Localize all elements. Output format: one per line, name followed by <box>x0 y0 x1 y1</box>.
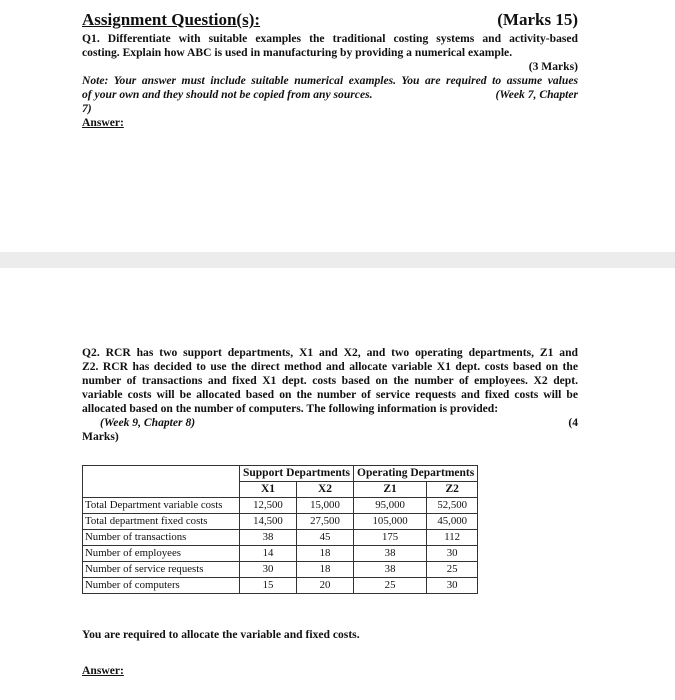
row-label: Number of transactions <box>83 530 240 546</box>
table-blank-cell <box>83 482 240 498</box>
table-column-row <box>83 482 478 498</box>
q1-week-ref-cont: 7) <box>82 102 92 115</box>
q1-answer-label: Answer: <box>82 116 124 129</box>
table-cell: 30 <box>427 546 478 562</box>
q1-marks: (3 Marks) <box>528 60 578 73</box>
table-cell: 18 <box>297 546 354 562</box>
q2-line-3: number of transactions and fixed X1 dept. costs based on the number of employees. X2 dept. <box>82 374 578 387</box>
table-cell: 52,500 <box>427 498 478 514</box>
table-header-row <box>83 466 478 482</box>
column-header-z1: Z1 <box>354 482 427 498</box>
table-cell: 105,000 <box>354 514 427 530</box>
table-cell: 15 <box>240 578 297 594</box>
table-cell: 12,500 <box>240 498 297 514</box>
table-cell: 175 <box>354 530 427 546</box>
table-cell: 15,000 <box>297 498 354 514</box>
q2-line-4: variable costs will be allocated based on the number of service requests and fixed costs will be <box>82 388 578 401</box>
table-cell: 38 <box>240 530 297 546</box>
row-label: Number of service requests <box>83 562 240 578</box>
table-cell: 14 <box>240 546 297 562</box>
table-cell: 30 <box>427 578 478 594</box>
table-row <box>83 546 478 562</box>
q2-answer-label: Answer: <box>82 664 124 677</box>
table-cell: 45 <box>297 530 354 546</box>
q2-instruction: You are required to allocate the variable and fixed costs. <box>82 628 360 641</box>
table-row <box>83 578 478 594</box>
table-cell: 25 <box>354 578 427 594</box>
q2-marks-part2: Marks) <box>82 430 119 443</box>
row-label: Number of employees <box>83 546 240 562</box>
q2-week-ref: (Week 9, Chapter 8) <box>100 416 196 429</box>
q2-line-1: Q2. RCR has two support departments, X1 and X2, and two operating departments, Z1 and <box>82 346 578 359</box>
table-cell: 18 <box>297 562 354 578</box>
row-label: Number of computers <box>83 578 240 594</box>
table-cell: 25 <box>427 562 478 578</box>
operating-departments-header: Operating Departments <box>354 466 478 482</box>
q2-line-5: allocated based on the number of computers. The following information is provided: <box>82 402 499 415</box>
table-cell: 27,500 <box>297 514 354 530</box>
cost-data-table <box>82 465 478 594</box>
table-cell: 20 <box>297 578 354 594</box>
table-row <box>83 562 478 578</box>
row-label: Total Department variable costs <box>83 498 240 514</box>
q1-note-line-1: Note: Your answer must include suitable numerical examples. You are required to assume values <box>82 74 578 87</box>
table-cell: 95,000 <box>354 498 427 514</box>
assignment-title: Assignment Question(s): <box>82 10 261 29</box>
q1-note-line-2: of your own and they should not be copied from any sources. <box>82 88 373 101</box>
table-cell: 14,500 <box>240 514 297 530</box>
table-row <box>83 530 478 546</box>
row-label: Total department fixed costs <box>83 514 240 530</box>
total-marks: (Marks 15) <box>497 10 578 29</box>
table-cell: 30 <box>240 562 297 578</box>
q1-line-2: costing. Explain how ABC is used in manufacturing by providing a numerical example. <box>82 46 513 59</box>
table-row <box>83 514 478 530</box>
table-cell: 45,000 <box>427 514 478 530</box>
q2-marks-part1: (4 <box>568 416 578 429</box>
table-row <box>83 498 478 514</box>
q1-line-1: Q1. Differentiate with suitable examples the traditional costing systems and activity-based <box>82 32 578 45</box>
q2-line-2: Z2. RCR has decided to use the direct method and allocate variable X1 dept. costs based on the <box>82 360 578 373</box>
table-cell: 38 <box>354 562 427 578</box>
table-corner-cell <box>83 466 240 482</box>
column-header-z2: Z2 <box>427 482 478 498</box>
support-departments-header: Support Departments <box>240 466 354 482</box>
column-header-x2: X2 <box>297 482 354 498</box>
header-row <box>82 10 578 32</box>
table-cell: 112 <box>427 530 478 546</box>
column-header-x1: X1 <box>240 482 297 498</box>
q1-week-ref: (Week 7, Chapter <box>495 88 578 101</box>
table-cell: 38 <box>354 546 427 562</box>
